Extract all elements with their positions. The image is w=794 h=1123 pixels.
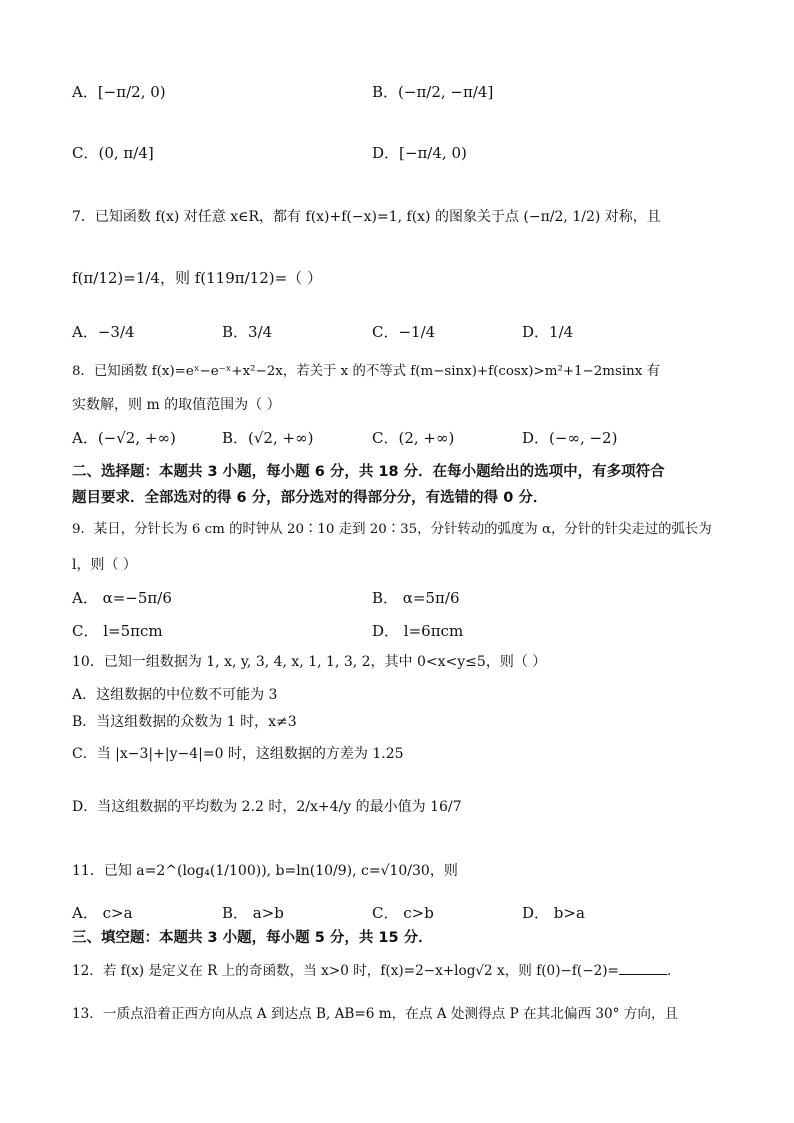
q9-option-d: D． l=6πcm [372,622,464,640]
q8-option-d: D．(−∞, −2) [522,429,618,447]
q7-option-a: A．−3/4 [72,323,135,341]
section-2-header-line2: 题目要求．全部选对的得 6 分，部分选对的得部分分，有选错的得 0 分． [72,490,548,506]
q7-stem-line1: 7．已知函数 f(x) 对任意 x∈R，都有 f(x)+f(−x)=1, f(x) 的图象关于点 (−π/2, 1/2) 对称，且 [72,209,661,225]
q10-option-c: C．当 |x−3|+|y−4|=0 时，这组数据的方差为 1.25 [72,746,404,762]
q9-option-c: C． l=5πcm [72,622,163,640]
q11-stem: 11．已知 a=2^(log₄(1/100)), b=ln(10/9), c=√10/30，则 [72,863,458,879]
q11-option-d: D． b>a [522,904,585,922]
q12-stem: 12．若 f(x) 是定义在 R 上的奇函数，当 x>0 时，f(x)=2−x+log√2 x，则 f(0)−f(−2)= [72,963,619,979]
q12-tail: ． [666,963,681,979]
section-2-header-line1: 二、选择题：本题共 3 小题，每小题 6 分，共 18 分．在每小题给出的选项中，有多项符合 [72,464,665,480]
q7-option-c: C．−1/4 [372,323,436,341]
q9-stem-line2: l，则（ ） [72,557,137,573]
q6-option-a: A．[−π/2, 0) [72,83,166,101]
q9-option-b: B． α=5π/6 [372,589,460,607]
q10-option-b: B．当这组数据的众数为 1 时，x≠3 [72,714,297,730]
q13-stem: 13．一质点沿着正西方向从点 A 到达点 B, AB=6 m，在点 A 处测得点 P 在其北偏西 30° 方向，且 [72,1006,679,1022]
q12-answer-blank[interactable] [619,960,667,975]
q8-option-b: B．(√2, +∞) [222,429,314,447]
section-3-header: 三、填空题：本题共 3 小题，每小题 5 分，共 15 分． [72,930,433,946]
q8-stem-line2: 实数解，则 m 的取值范围为（ ） [72,397,281,413]
q8-option-a: A．(−√2, +∞) [72,429,176,447]
q12-line [72,960,681,981]
q7-stem-line2: f(π/12)=1/4，则 f(119π/12)=（ ） [72,269,322,287]
q10-stem: 10．已知一组数据为 1, x, y, 3, 4, x, 1, 1, 3, 2，其中 0<x<y≤5，则（ ） [72,654,547,670]
q9-option-a: A． α=−5π/6 [72,589,172,607]
q10-option-d: D．当这组数据的平均数为 2.2 时，2/x+4/y 的最小值为 16/7 [72,799,462,815]
q7-option-d: D．1/4 [522,323,574,341]
q10-option-a: A．这组数据的中位数不可能为 3 [72,687,278,703]
q6-option-b: B．(−π/2, −π/4] [372,83,494,101]
q6-option-c: C．(0, π/4] [72,144,154,162]
q11-option-a: A． c>a [72,904,133,922]
q11-option-c: C． c>b [372,904,434,922]
q11-option-b: B． a>b [222,904,284,922]
q8-stem-line1: 8．已知函数 f(x)=eˣ−e⁻ˣ+x²−2x，若关于 x 的不等式 f(m−sinx)+f(cosx)>m²+1−2msinx 有 [72,364,660,379]
q8-option-c: C．(2, +∞) [372,429,455,447]
q6-option-d: D．[−π/4, 0) [372,144,467,162]
q9-stem-line1: 9．某日，分针长为 6 cm 的时钟从 20∶10 走到 20∶35，分针转动的弧度为 α，分针的针尖走过的弧长为 [72,522,712,537]
q7-option-b: B．3/4 [222,323,273,341]
